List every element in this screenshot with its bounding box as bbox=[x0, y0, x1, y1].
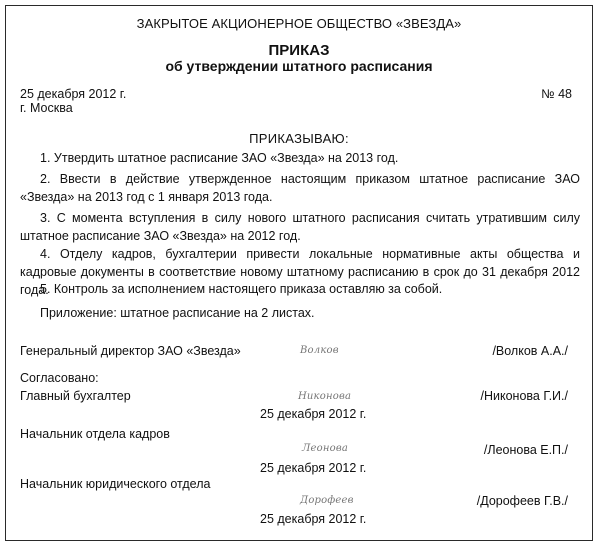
document-title: ПРИКАЗ bbox=[268, 42, 330, 59]
order-city: г. Москва bbox=[20, 101, 73, 115]
director-name: /Волков А.А./ bbox=[492, 344, 568, 358]
approver-position: Начальник отдела кадров bbox=[20, 427, 170, 441]
director-position: Генеральный директор ЗАО «Звезда» bbox=[20, 344, 241, 358]
order-item-1: 1. Утвердить штатное расписание ЗАО «Звезда» на 2013 год. bbox=[40, 151, 399, 165]
order-date: 25 декабря 2012 г. bbox=[20, 87, 127, 101]
approver-signature: Никонова bbox=[298, 391, 352, 402]
document-subtitle: об утверждении штатного расписания bbox=[165, 58, 433, 74]
approver-date: 25 декабря 2012 г. bbox=[260, 461, 367, 475]
order-item-2: 2. Ввести в действие утвержденное настоящим приказом штатное расписание ЗАО «Звезда» на 2013 год с 1 января 2013 года. bbox=[20, 172, 580, 204]
order-document bbox=[5, 5, 593, 541]
agreed-label: Согласовано: bbox=[20, 371, 99, 385]
appendix-note: Приложение: штатное расписание на 2 листах. bbox=[40, 306, 315, 320]
approver-position: Начальник юридического отдела bbox=[20, 477, 211, 491]
approver-date: 25 декабря 2012 г. bbox=[260, 512, 367, 526]
approver-position: Главный бухгалтер bbox=[20, 389, 131, 403]
approver-name: /Леонова Е.П./ bbox=[483, 443, 568, 457]
director-signature: Волков bbox=[300, 345, 339, 356]
approver-date: 25 декабря 2012 г. bbox=[260, 407, 367, 421]
approver-name: /Никонова Г.И./ bbox=[480, 389, 568, 403]
approver-name: /Дорофеев Г.В./ bbox=[476, 494, 568, 508]
order-heading: ПРИКАЗЫВАЮ: bbox=[249, 131, 349, 146]
approver-signature: Леонова bbox=[302, 443, 349, 454]
company-name: ЗАКРЫТОЕ АКЦИОНЕРНОЕ ОБЩЕСТВО «ЗВЕЗДА» bbox=[136, 16, 462, 31]
approver-signature: Дорофеев bbox=[300, 495, 354, 506]
order-item-4: 4. Отделу кадров, бухгалтерии привести локальные нормативные акты общества и кадровые документы в соответствие новому штатному расписанию в срок до 31 декабря 2012 года. bbox=[20, 247, 580, 297]
order-item-5: 5. Контроль за исполнением настоящего приказа оставляю за собой. bbox=[40, 282, 443, 296]
order-item-3: 3. С момента вступления в силу нового штатного расписания считать утратившим силу штатное расписание ЗАО «Звезда» на 2012 год. bbox=[20, 211, 580, 243]
order-number: № 48 bbox=[541, 87, 572, 101]
